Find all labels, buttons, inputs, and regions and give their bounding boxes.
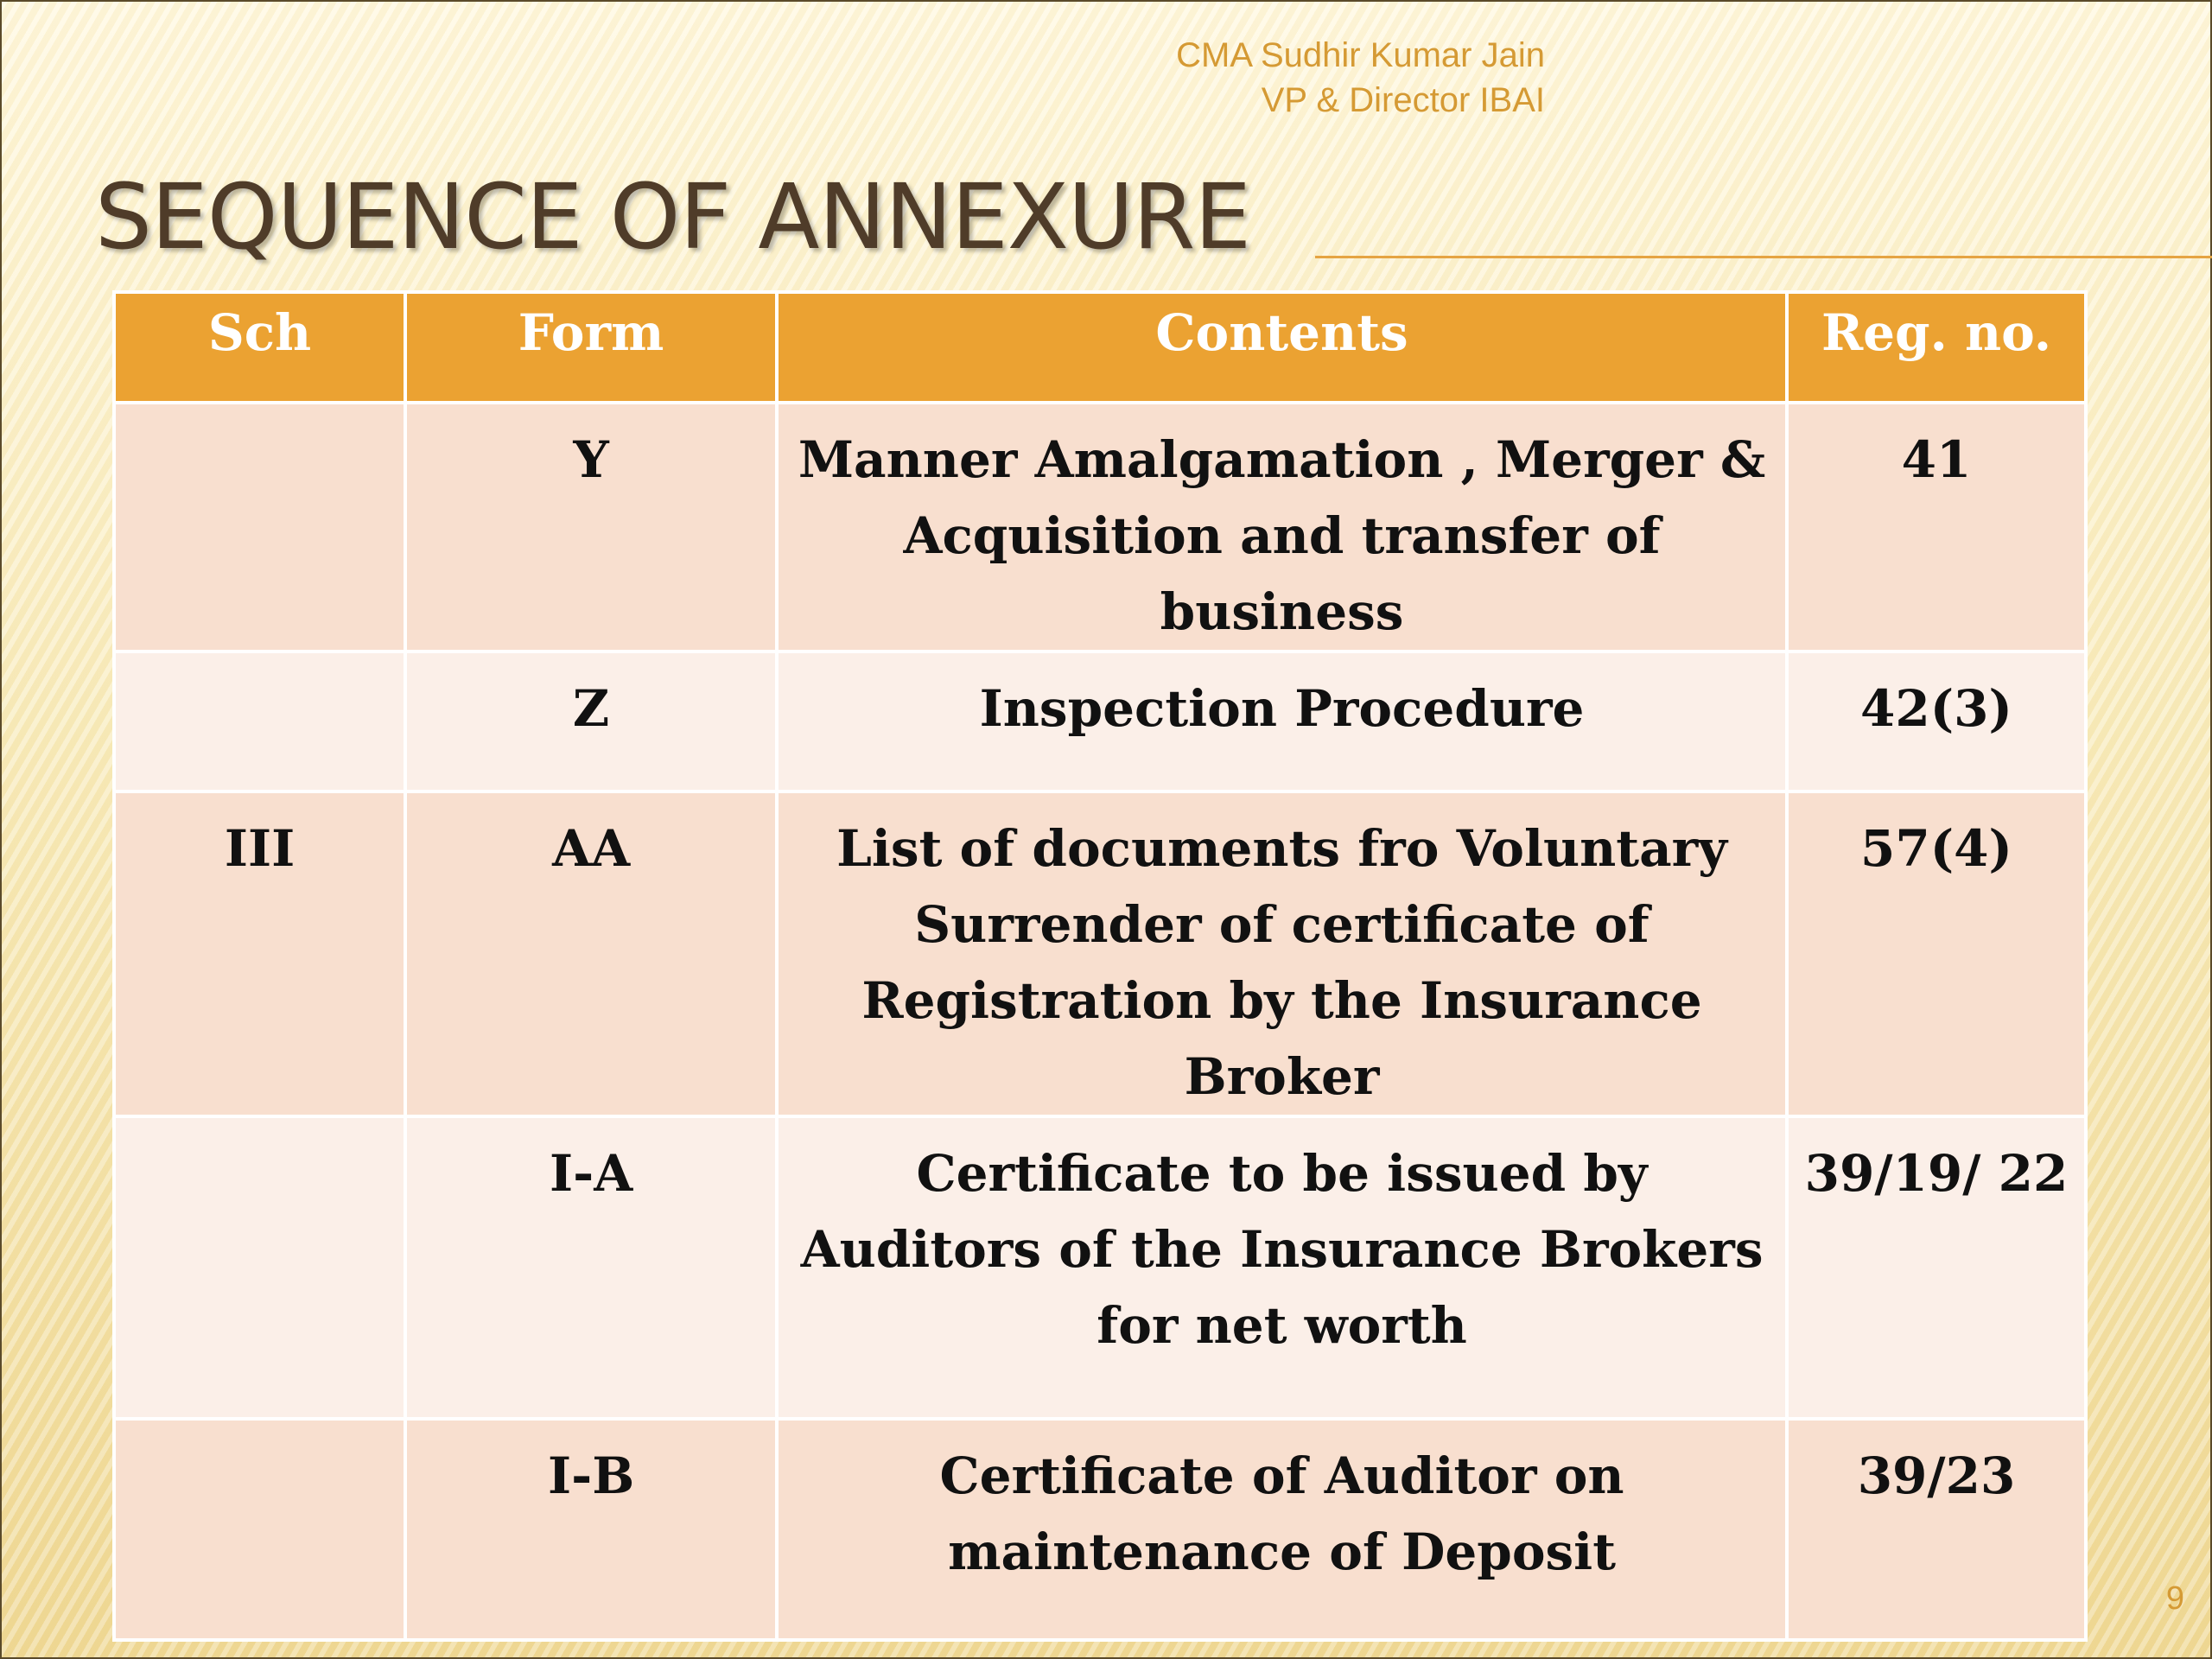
cell-sch bbox=[114, 403, 405, 652]
header-contents: Contents bbox=[777, 292, 1787, 403]
cell-sch bbox=[114, 1116, 405, 1419]
cell-reg-no: 39/23 bbox=[1787, 1419, 2086, 1640]
cell-reg-no: 57(4) bbox=[1787, 791, 2086, 1116]
header-sch: Sch bbox=[114, 292, 405, 403]
cell-contents: Inspection Procedure bbox=[777, 652, 1787, 791]
cell-reg-no: 39/19/ 22 bbox=[1787, 1116, 2086, 1419]
cell-sch bbox=[114, 1419, 405, 1640]
cell-form: Z bbox=[405, 652, 777, 791]
cell-contents: Certificate of Auditor on maintenance of Deposit bbox=[777, 1419, 1787, 1640]
cell-contents: List of documents fro Voluntary Surrender of certificate of Registration by the Insurance Broker bbox=[777, 791, 1787, 1116]
header-reg-no: Reg. no. bbox=[1787, 292, 2086, 403]
cell-sch bbox=[114, 652, 405, 791]
cell-form: AA bbox=[405, 791, 777, 1116]
cell-form: I-B bbox=[405, 1419, 777, 1640]
annexure-table bbox=[112, 290, 2088, 1642]
cell-contents: Manner Amalgamation , Merger & Acquisition and transfer of business bbox=[777, 403, 1787, 652]
cell-reg-no: 41 bbox=[1787, 403, 2086, 652]
cell-form: I-A bbox=[405, 1116, 777, 1419]
cell-contents: Certificate to be issued by Auditors of the Insurance Brokers for net worth bbox=[777, 1116, 1787, 1419]
table-row bbox=[114, 791, 2086, 1116]
cell-reg-no: 42(3) bbox=[1787, 652, 2086, 791]
title-underline bbox=[1315, 256, 2212, 258]
author-name: CMA Sudhir Kumar Jain bbox=[1176, 36, 1545, 74]
cell-form: Y bbox=[405, 403, 777, 652]
author-designation: VP & Director IBAI bbox=[1261, 81, 1545, 119]
table-row bbox=[114, 1116, 2086, 1419]
table-row bbox=[114, 1419, 2086, 1640]
table-header-row bbox=[114, 292, 2086, 403]
table-row bbox=[114, 403, 2086, 652]
table-row bbox=[114, 652, 2086, 791]
slide-title: SEQUENCE OF ANNEXURE bbox=[95, 164, 1251, 270]
author-block bbox=[1082, 33, 1545, 123]
header-form: Form bbox=[405, 292, 777, 403]
page-number: 9 bbox=[2165, 1580, 2184, 1617]
cell-sch: III bbox=[114, 791, 405, 1116]
